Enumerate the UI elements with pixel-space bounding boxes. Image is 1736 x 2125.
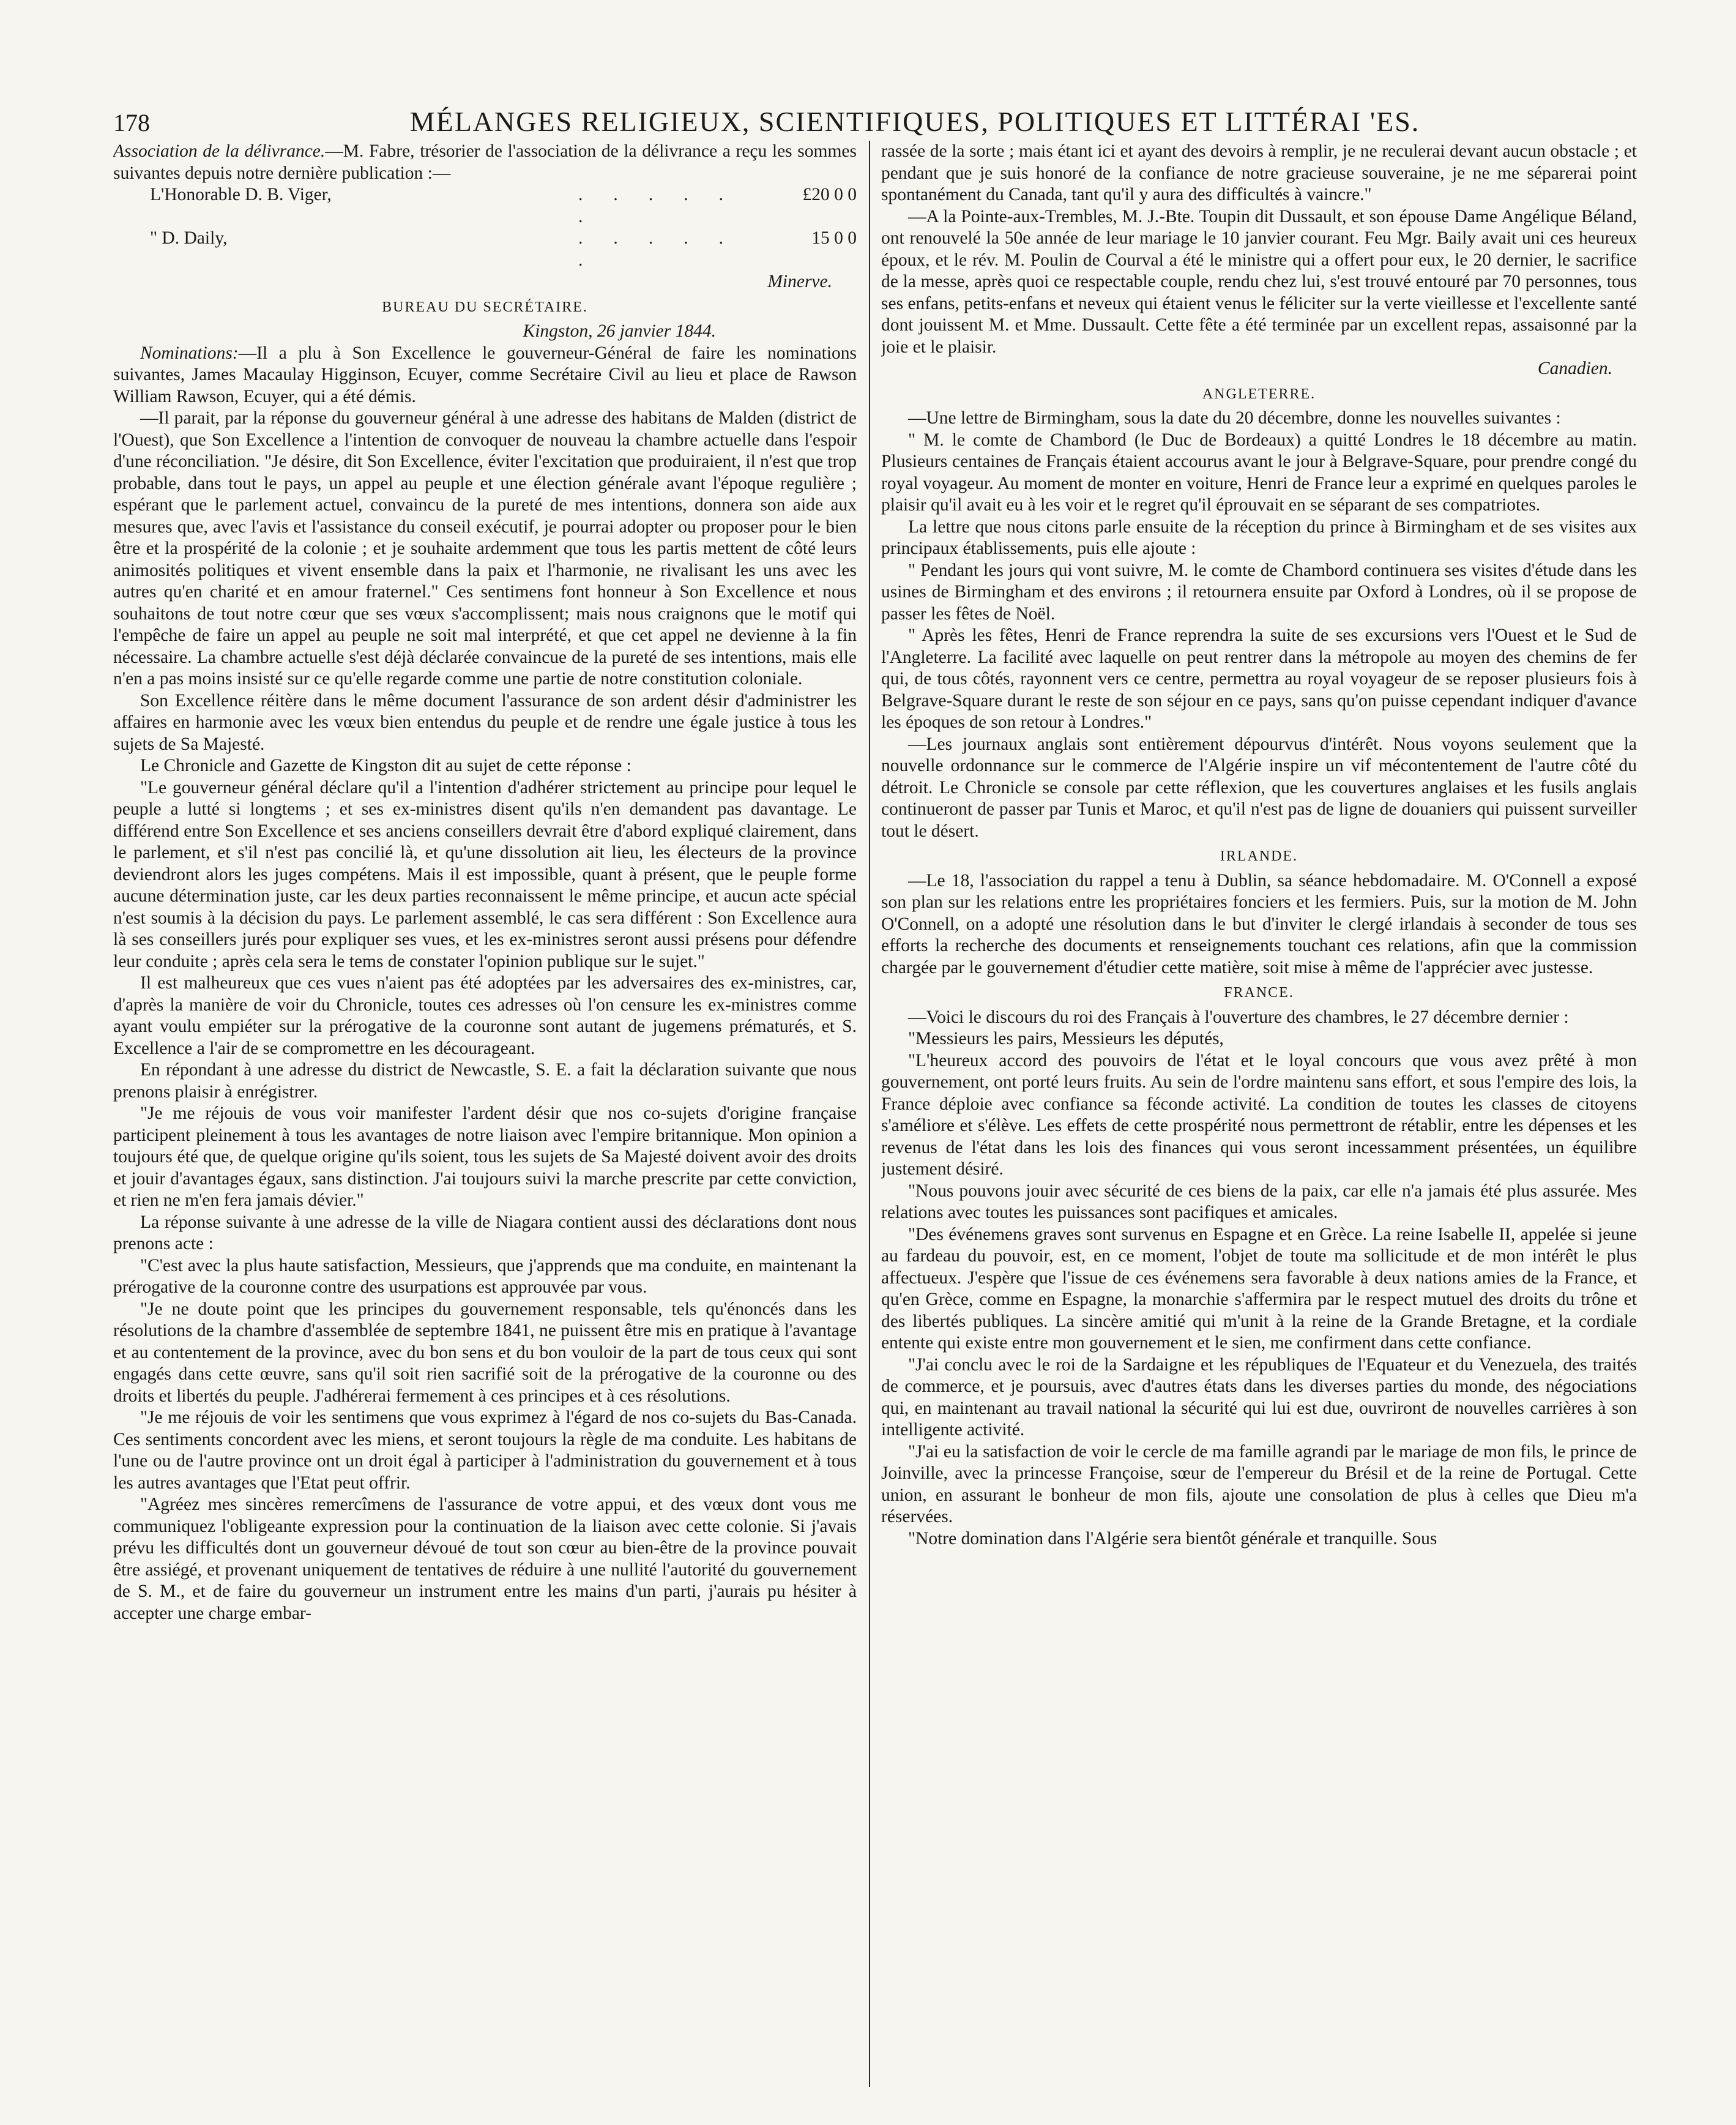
left-column: [113, 141, 857, 2099]
angleterre-heading: ANGLETERRE.: [1202, 386, 1316, 402]
article-paragraph: Il est malheureux que ces vues n'aient pas été adoptées par les adversaires des ex-ministres, car, d'après la manière de voir du Chronicle, toutes ces adresses où l'on censure les ex-ministres comme ayant voulu empiéter sur la prérogative de la couronne sont autant de jugemens prématurés, et S. Excellence a l'air de se compromettre en les décourageant.: [113, 973, 857, 1058]
article-paragraph: —A la Pointe-aux-Trembles, M. J.-Bte. Toupin dit Dussault, et son épouse Dame Angélique Béland, ont renouvelé la 50e année de leur mariage le 10 janvier courant. Feu Mgr. Baily avait uni ces heureux époux, et le rév. M. Poulin de Courval a été le ministre qui a offert pour eux, le 20 dernier, le sacrifice de la messe, après quoi ce respectable couple, rendu chez lui, s'est trouvé entouré par 70 personnes, tous ses enfans, petits-enfans et neveux qui étaient venus le féliciter sur la verte vieillesse et l'excellente santé dont jouissent M. et Mme. Dussault. Cette fête a été terminée par un excellent repas, assaisonné par la joie et le plaisir.: [881, 206, 1637, 357]
nominations-text: —Il a plu à Son Excellence le gouverneur-Général de faire les nominations suivantes, James Macaulay Higginson, Ecuyer, comme Secrétaire Civil au lieu et place de Rawson William Rawson, Ecuyer, qui a été démis.: [113, 343, 857, 406]
quote-paragraph: " Après les fêtes, Henri de France reprendra la suite de ses excursions vers l'Ouest et le Sud de l'Angleterre. La facilité avec laquelle on peut rentrer dans la métropole au moyen des chemins de fer qui, de tous côtés, rayonnent vers ce centre, permettra au royal voyageur de se reposer plusieurs fois à Belgrave-Square durant le reste de son séjour en ce pays, sans qu'on puisse cependant indiquer d'avance les époques de son retour à Londres.": [881, 626, 1637, 732]
quote-paragraph: "Le gouverneur général déclare qu'il a l'intention d'adhérer strictement au principe pour lequel le peuple a lutté si longtems ; et ses ex-ministres disent qu'ils n'en demandent pas davantage. Le différend entre Son Excellence et ses anciens conseillers devrait être d'abord expliqué clairement, dans le parlement, et s'il n'est pas concilié là, et qu'une dissolution ait lieu, les électeurs de la province deviendront alors les juges compétens. Mais il est impossible, quant à présent, que le peuple forme aucune détermination juste, car les deux parties reconnaissent le même principe, et aucun acte spécial n'est soumis à la décision du pays. Le parlement assemblé, le cas sera différent : Son Excellence aura là ses conseillers jurés pour expliquer ses vues, et les ex-ministres seront aussi présens pour défendre leur conduite ; après cela sera le tems de constater l'opinion publique sur le sujet.": [113, 777, 857, 971]
article-paragraph: —Les journaux anglais sont entièrement dépourvus d'intérêt. Nous voyons seulement que la nouvelle ordonnance sur le commerce de l'Algérie inspire un vif mécontentement de l'autre côté du détroit. Le Chronicle se console par cette réflexion, que les couvertures anglaises et les fusils anglais continueront de passer par Tunis et Maroc, et qu'il n'est pas de ligne de douaniers qui puissent surveiller tout le désert.: [881, 734, 1637, 841]
donor-leader-dots: . . . . . .: [578, 228, 734, 270]
association-source: Minerve.: [767, 272, 832, 291]
quote-paragraph: " Pendant les jours qui vont suivre, M. le comte de Chambord continuera ses visites d'étude dans les usines de Birmingham et des environs ; il retournera ensuite par Oxford à Londres, où il se propose de passer les fêtes de Noël.: [881, 560, 1637, 624]
article-paragraph: En répondant à une adresse du district de Newcastle, S. E. a fait la déclaration suivante que nous prenons plaisir à enrégistrer.: [113, 1060, 857, 1102]
association-text: —M. Fabre, trésorier de l'association de la délivrance a reçu les sommes suivantes depuis notre dernière publication :—: [113, 141, 857, 183]
bureau-heading: BUREAU DU SECRÉTAIRE.: [382, 299, 588, 315]
quote-paragraph: " M. le comte de Chambord (le Duc de Bordeaux) a quitté Londres le 18 décembre au matin. Plusieurs centaines de Français étaient accourus avant le jour à Belgrave-Square, pour prendre congé du royal voyageur. Au moment de monter en voiture, Henri de France leur a exprimé en quelques paroles le plaisir qu'il avait eu à les voir et le regret qu'il éprouvait en se séparant de ses compatriotes.: [881, 430, 1637, 515]
quote-paragraph: "J'ai eu la satisfaction de voir le cercle de ma famille agrandi par le mariage de mon fils, le prince de Joinville, avec la princesse Françoise, sœur de l'empereur du Brésil et de la reine de Portugal. Cette union, en assurant le bonheur de mon fils, ajoute une consolation de plus à celles que Dieu m'a réservées.: [881, 1441, 1637, 1526]
quote-paragraph: "Notre domination dans l'Algérie sera bientôt générale et tranquille. Sous: [908, 1528, 1437, 1548]
article-paragraph: La réponse suivante à une adresse de la ville de Niagara contient aussi des déclarations dont nous prenons acte :: [113, 1212, 857, 1253]
donor-leader-dots: . . . . . .: [578, 185, 734, 226]
page-number: 178: [113, 109, 150, 136]
quote-paragraph: "Je me réjouis de voir les sentimens que vous exprimez à l'égard de nos co-sujets du Bas-Canada. Ces sentiments concordent avec les miens, et seront toujours la règle de ma conduite. Les habitans de l'une ou de l'autre province ont un droit égal à participer à l'administration du gouvernement et à tous les autres avantages que l'Etat peut offrir.: [113, 1408, 857, 1493]
right-column: [881, 141, 1637, 2099]
column-rule: [869, 141, 870, 2087]
article-paragraph: —Il parait, par la réponse du gouverneur général à une adresse des habitans de Malden (district de l'Ouest), que Son Excellence a l'intention de convoquer de nouveau la chambre actuelle dans l'espoir d'une réconciliation. "Je désire, dit Son Excellence, éviter l'excitation que produiraient, il n'est que trop probable, dans tout le pays, un appel au peuple et une élection générale avant l'époque regulière ; espérant que le parlement actuel, convaincu de la pureté de mes intentions, donnera son aide aux mesures que, avec l'avis et l'assistance du conseil exécutif, je pourrai adopter ou proposer pour le bien être et la prospérité de la colonie ; et je souhaite ardemment que tous les partis mettent de côté leurs animosités politiques et vivent ensemble dans la paix et l'harmonie, ne rivalisant les uns avec les autres qu'en charité et en amour fraternel." Ces sentimens font honneur à Son Excellence et nous souhaitons de tout notre cœur que ses vœux s'accomplissent; mais nous craignons que le motif qui l'empêche de faire un appel au peuple ne soit mal interprété, et que cet appel ne devienne à la fin nécessaire. La chambre actuelle s'est déjà déclarée convaincue de la pureté de ses intentions, mais elle n'en a pas moins insisté sur ce qu'elle regarde comme une partie de notre constitution coloniale.: [113, 408, 857, 689]
donor-amount: 15 0 0: [811, 228, 857, 248]
donor-row: [113, 228, 857, 271]
article-paragraph: Son Excellence réitère dans le même document l'assurance de son ardent désir d'administrer les affaires en harmonie avec les vœux bien entendus du peuple et de rendre une égale justice à tous les sujets de Sa Majesté.: [113, 690, 857, 754]
donor-row: [113, 184, 857, 228]
nominations-lead: Nominations:: [140, 343, 239, 363]
article-paragraph: —Une lettre de Birmingham, sous la date du 20 décembre, donne les nouvelles suivantes :: [908, 408, 1561, 428]
quote-paragraph: "Des événemens graves sont survenus en Espagne et en Grèce. La reine Isabelle II, appelée si jeune au fardeau du pouvoir, est, en ce moment, l'objet de toute ma sollicitude et de mon intérêt le plus affectueux. J'espère que l'issue de ces événemens sera favorable à deux nations amies de la France, et qu'en Grèce, comme en Espagne, la monarchie s'affermira par le respect mutuel des droits du trône et des libertés publiques. La sincère amitié qui m'unit à la reine de la Grande Bretagne, et la cordiale entente qui existe entre mon gouvernement et le sien, me confirment dans cette confiance.: [881, 1224, 1637, 1353]
article-source: Canadien.: [1537, 359, 1612, 378]
quote-paragraph: "Agréez mes sincères remercîmens de l'assurance de votre appui, et des vœux dont vous me communiquez l'obligeante expression pour la continuation de la liaison avec cette colonie. Si j'avais prévu les difficultés dont un gouverneur dévoué de tout son cœur au bien-être de la province pouvait être assiégé, et provenant uniquement de tentatives de réduire à une nullité l'autorité du gouvernement de S. M., et de faire du gouverneur un instrument entre les mains d'un parti, j'aurais pu hésiter à accepter une charge embar-: [113, 1495, 857, 1623]
quote-paragraph: "J'ai conclu avec le roi de la Sardaigne et les républiques de l'Equateur et du Venezuela, des traités de commerce, et je poursuis, avec d'autres états dans les diverses parties du monde, des négociations qui, en maintenant au travail national la sécurité qui lui est due, ouvriront de nouvelles carrières à son intelligente activité.: [881, 1354, 1637, 1440]
association-paragraph: [113, 141, 857, 184]
article-paragraph: rassée de la sorte ; mais étant ici et ayant des devoirs à remplir, je ne reculerai devant aucun obstacle ; et pendant que je suis honoré de la confiance de notre gracieuse souveraine, je ne me séparerai point spontanément du Canada, tant qu'il y aura des difficultés à vaincre.": [881, 141, 1637, 204]
france-heading: FRANCE.: [1224, 985, 1294, 1001]
quote-paragraph: "Messieurs les pairs, Messieurs les députés,: [908, 1029, 1224, 1048]
quote-paragraph: "Nous pouvons jouir avec sécurité de ces biens de la paix, car elle n'a jamais été plus assurée. Mes relations avec toutes les puissances sont pacifiques et amicales.: [881, 1181, 1637, 1222]
quote-paragraph: "Je me réjouis de vous voir manifester l'ardent désir que nos co-sujets d'origine française participent pleinement à tous les avantages de notre liaison avec l'empire britannique. Mon opinion a toujours été que, de quelque origine qu'ils soient, tous les sujets de Sa Majesté doivent avoir des droits et jouir d'avantages égaux, sans distinction. J'ai toujours suivi la marche prescrite par cette conviction, et rien ne m'en fera jamais dévier.": [113, 1104, 857, 1210]
donor-name: " D. Daily,: [150, 228, 228, 248]
article-paragraph: —Voici le discours du roi des Français à l'ouverture des chambres, le 27 décembre dernier :: [908, 1007, 1569, 1027]
article-paragraph: —Le 18, l'association du rappel a tenu à Dublin, sa séance hebdomadaire. M. O'Connell a exposé son plan sur les relations entre les propriétaires fonciers et les fermiers. Puis, sur la motion de M. John O'Connell, on a adopté une résolution dans le but d'inviter le clergé irlandais à seconder de tous ses efforts la recherche des documents et renseignements touchant ces relations, afin que la commission chargée par le gouvernement d'étudier cette matière, soit mise à même de l'apprécier avec justesse.: [881, 870, 1637, 977]
quote-paragraph: "Je ne doute point que les principes du gouvernement responsable, tels qu'énoncés dans les résolutions de la chambre d'assemblée de septembre 1841, ne puissent être mis en pratique à l'avantage et au contentement de la province, avec du bon sens et du bon vouloir de la part de tous ceux qui sont engagés dans cette œuvre, sans qu'il soit rien sacrifié soit de la prérogative de la couronne ou des droits et libertés du peuple. J'adhérerai fermement à ces principes et à ces résolutions.: [113, 1299, 857, 1406]
bureau-dateline: Kingston, 26 janvier 1844.: [523, 321, 716, 341]
donor-name: L'Honorable D. B. Viger,: [150, 185, 332, 204]
association-lead: Association de la délivrance.: [113, 141, 326, 161]
article-paragraph: Le Chronicle and Gazette de Kingston dit au sujet de cette réponse :: [140, 756, 631, 775]
article-paragraph: La lettre que nous citons parle ensuite de la réception du prince à Birmingham et de ses visites aux principaux établissements, puis elle ajoute :: [881, 517, 1637, 558]
nominations-paragraph: [113, 343, 857, 408]
irlande-heading: IRLANDE.: [1220, 848, 1298, 864]
quote-paragraph: "L'heureux accord des pouvoirs de l'état et le loyal concours que vous avez prêté à mon gouvernement, ont porté leurs fruits. Au sein de l'ordre maintenu sans effort, et sous l'empire des lois, la France déploie avec confiance sa féconde activité. La condition de toutes les classes de citoyens s'améliore et s'élève. Les effets de cette prospérité nous permettront de rétablir, entre les dépenses et les revenus de l'état dans les lois des finances qui vous seront incessamment présentées, un équilibre justement désiré.: [881, 1050, 1637, 1179]
running-title: MÉLANGES RELIGIEUX, SCIENTIFIQUES, POLITIQUES ET LITTÉRAI 'ES.: [409, 106, 1420, 137]
page-header: [113, 105, 1637, 142]
donor-amount: £20 0 0: [802, 185, 857, 204]
quote-paragraph: "C'est avec la plus haute satisfaction, Messieurs, que j'apprends que ma conduite, en maintenant la prérogative de la couronne contre des usurpations est approuvée par vous.: [113, 1255, 857, 1297]
